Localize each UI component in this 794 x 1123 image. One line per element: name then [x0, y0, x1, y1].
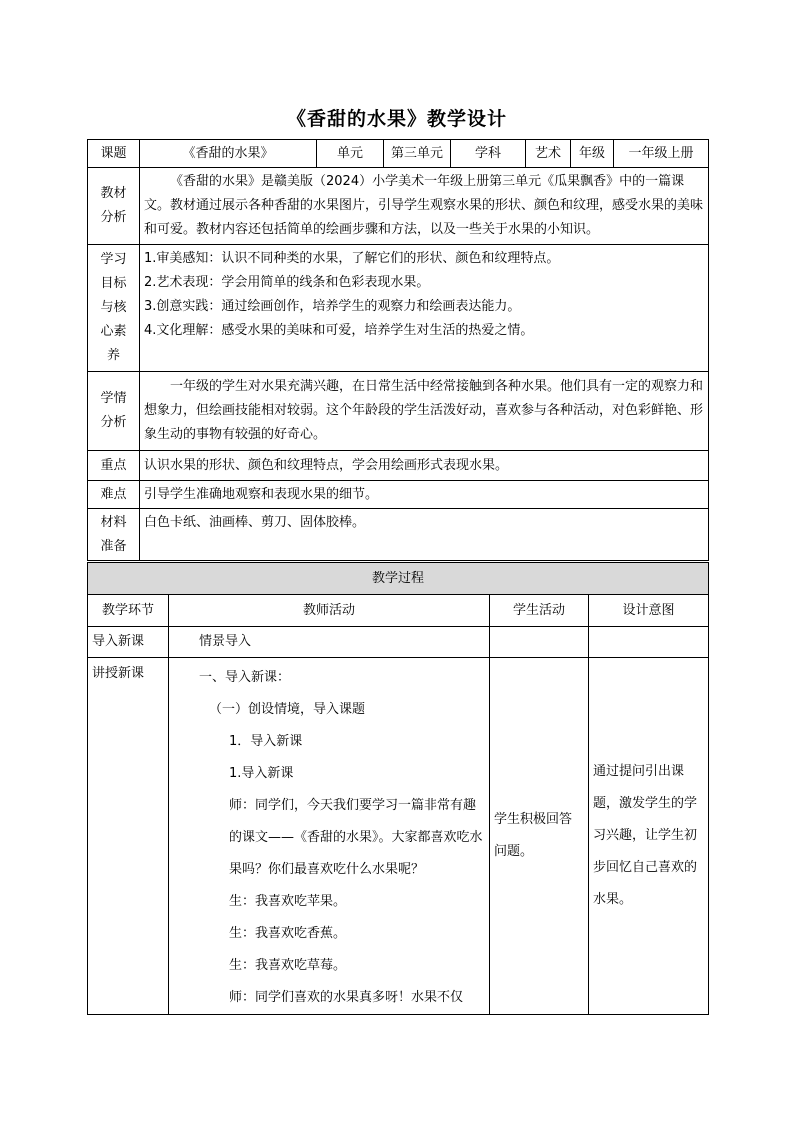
materials-label: 材料 准备	[88, 509, 140, 561]
process-header-row	[88, 595, 709, 627]
objectives-list	[140, 245, 709, 372]
teacher-line: （一）创设情境，导入课题	[209, 702, 366, 717]
header-teacher: 教师活动	[169, 595, 490, 627]
header-intent: 设计意图	[589, 595, 709, 627]
teacher-line: 师：同学们，今天我们要学习一篇非常有趣的课文——《香甜的水果》。大家都喜欢吃水果吗？你们最喜欢吃什么水果呢？	[229, 798, 483, 877]
unit-value: 第三单元	[384, 140, 451, 168]
objective-item: 1.审美感知：认识不同种类的水果，了解它们的形状、颜色和纹理特点。	[144, 251, 560, 266]
header-student: 学生活动	[490, 595, 589, 627]
lesson-value: 《香甜的水果》	[140, 140, 317, 168]
lesson-label: 课题	[88, 140, 140, 168]
key-point-label: 重点	[88, 451, 140, 481]
material-analysis-text: 《香甜的水果》是赣美版（2024）小学美术一年级上册第三单元《瓜果飘香》中的一篇课文。教材通过展示各种香甜的水果图片，引导学生观察水果的形状、颜色和纹理，感受水果的美味和可爱。教材内容还包括简单的绘画步骤和方法，以及一些关于水果的小知识。	[140, 168, 709, 245]
material-analysis-row	[88, 168, 709, 245]
process-title: 教学过程	[88, 563, 709, 595]
key-point-text: 认识水果的形状、颜色和纹理特点，学会用绘画形式表现水果。	[140, 451, 709, 481]
intro-teacher: 情景导入	[169, 627, 490, 658]
student-analysis-text: 一年级的学生对水果充满兴趣，在日常生活中经常接触到各种水果。他们具有一定的观察力和想象力，但绘画技能相对较弱。这个年龄段的学生活泼好动，喜欢参与各种活动，对色彩鲜艳、形象生动的事物有较强的好奇心。	[140, 372, 709, 451]
objective-item: 3.创意实践：通过绘画创作，培养学生的观察力和绘画表达能力。	[144, 299, 521, 314]
subject-value: 艺术	[526, 140, 571, 168]
teacher-line: 1.导入新课	[229, 766, 294, 781]
lesson-info-table	[87, 139, 709, 561]
unit-label: 单元	[317, 140, 384, 168]
teacher-line: 1．导入新课	[229, 734, 303, 749]
intro-stage: 导入新课	[88, 627, 169, 658]
teacher-line: 生：我喜欢吃苹果。	[229, 894, 347, 909]
teacher-line: 一、导入新课：	[199, 670, 291, 685]
teacher-line: 生：我喜欢吃草莓。	[229, 958, 347, 973]
objectives-label: 学习 目标 与核 心素 养	[88, 245, 140, 372]
student-analysis-row	[88, 372, 709, 451]
subject-label: 学科	[451, 140, 526, 168]
student-analysis-label: 学情 分析	[88, 372, 140, 451]
difficulty-row	[88, 481, 709, 509]
materials-row	[88, 509, 709, 561]
main-student: 学生积极回答问题。	[490, 658, 589, 1015]
grade-value: 一年级上册	[614, 140, 709, 168]
objectives-row	[88, 245, 709, 372]
process-title-row	[88, 563, 709, 595]
difficulty-text: 引导学生准确地观察和表现水果的细节。	[140, 481, 709, 509]
difficulty-label: 难点	[88, 481, 140, 509]
key-point-row	[88, 451, 709, 481]
main-stage: 讲授新课	[88, 658, 169, 1015]
header-row	[88, 140, 709, 168]
grade-label: 年级	[571, 140, 614, 168]
objective-item: 2.艺术表现：学会用简单的线条和色彩表现水果。	[144, 275, 430, 290]
materials-text: 白色卡纸、油画棒、剪刀、固体胶棒。	[140, 509, 709, 561]
objective-item: 4.文化理解：感受水果的美味和可爱，培养学生对生活的热爱之情。	[144, 323, 534, 338]
header-stage: 教学环节	[88, 595, 169, 627]
intro-student	[490, 627, 589, 658]
main-teacher	[169, 658, 490, 1015]
teacher-line: 生：我喜欢吃香蕉。	[229, 926, 347, 941]
main-intent: 通过提问引出课题，激发学生的学习兴趣，让学生初步回忆自己喜欢的水果。	[589, 658, 709, 1015]
page-title: 《香甜的水果》教学设计	[286, 108, 507, 130]
teaching-process-table	[87, 562, 709, 1015]
intro-row	[88, 627, 709, 658]
material-analysis-label: 教材 分析	[88, 168, 140, 245]
teacher-line: 师：同学们喜欢的水果真多呀！水果不仅	[229, 990, 464, 1005]
main-row	[88, 658, 709, 1015]
intro-intent	[589, 627, 709, 658]
